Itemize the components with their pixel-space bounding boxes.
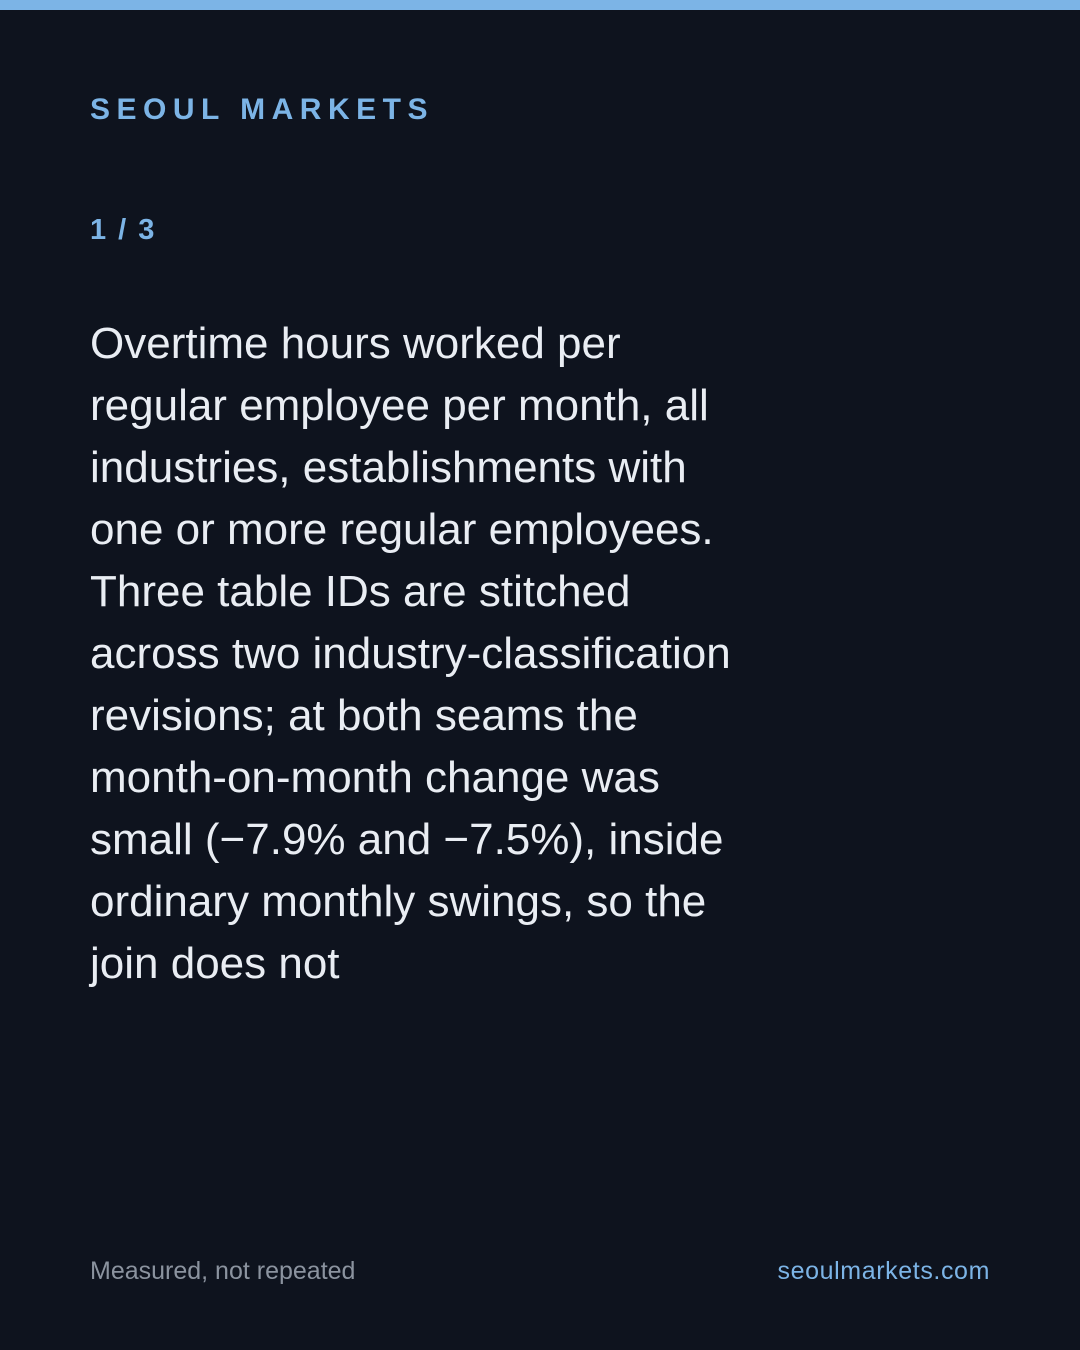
footer-site-link[interactable]: seoulmarkets.com: [777, 1257, 990, 1285]
page-indicator: 1 / 3: [90, 214, 157, 246]
brand-title: SEOUL MARKETS: [90, 93, 434, 126]
top-accent-bar: [0, 0, 1080, 10]
footer-tagline: Measured, not repeated: [90, 1257, 356, 1285]
body-text: Overtime hours worked per regular employee per month, all industries, establishments with one or more regular employees. Three table IDs are stitched across two industry-classification revisions; at both seams the month-on-month change was small (−7.9% and −7.5%), inside ordinary monthly swings, so the join does not: [90, 319, 731, 988]
